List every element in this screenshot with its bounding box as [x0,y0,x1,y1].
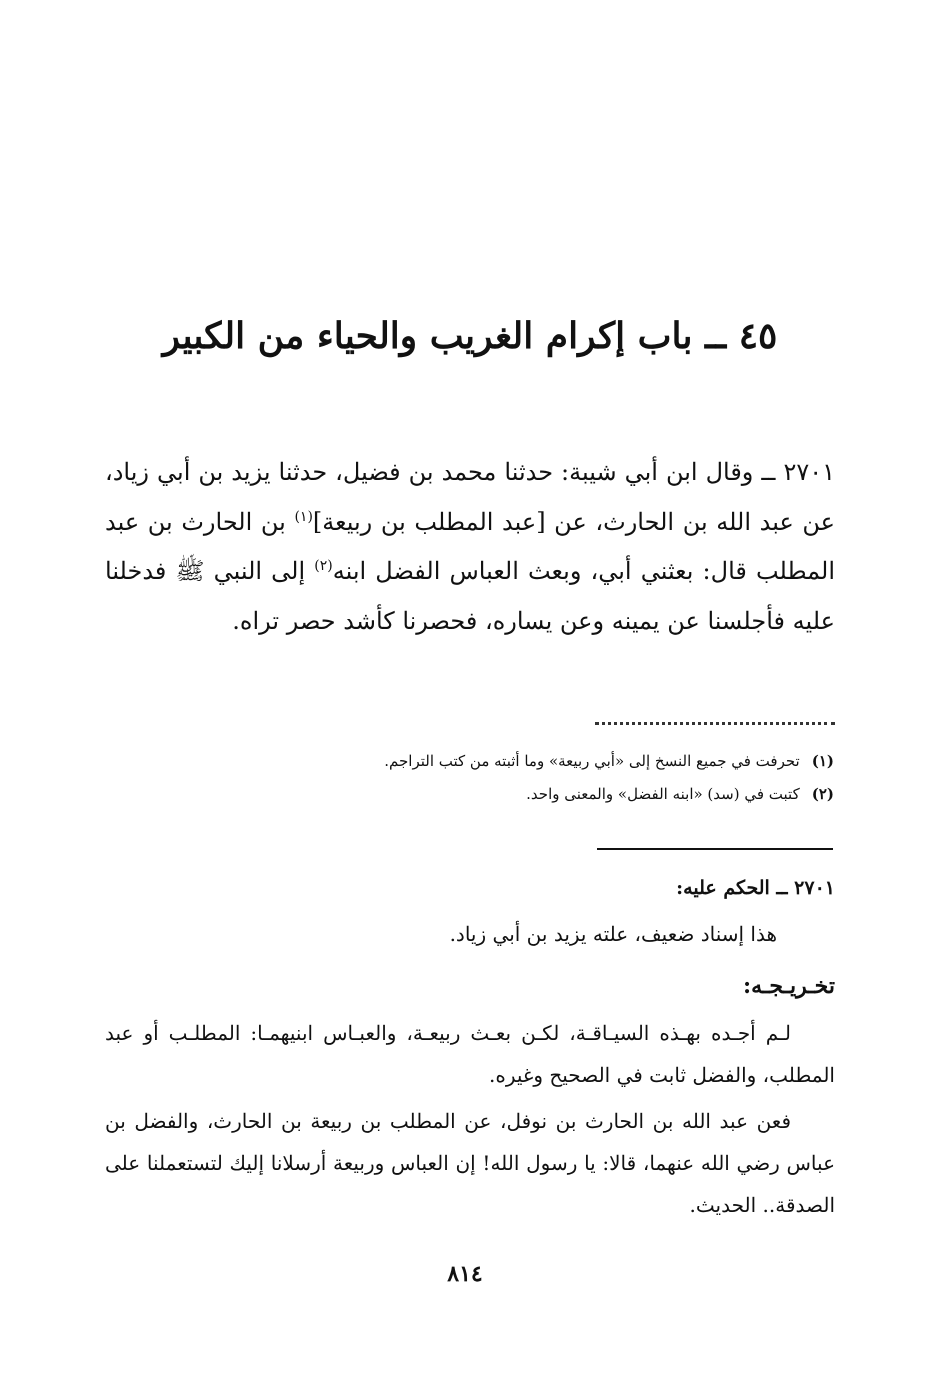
hadith-text-part-2: بن الحارث بن عبد المطلب قال: بعثني أبي، وبعث العباس الفضل ابنه [105,507,835,585]
takhrij-paragraph-2: فعن عبد الله بن الحارث بن نوفل، عن المطلب بن ربيعة بن الحارث، والفضل بن عباس رضي الله عنهما، قالا: يا رسول الله! إن العباس وربيعة أرسلانا إليك لتستعملنا على الصدقة.. الحديث. [105,1109,835,1217]
footnote-ref-2: (٢) [314,558,333,574]
footnote-2 [200,778,834,811]
footnote-text: تحرفت في جميع النسخ إلى «أبي ربيعة» وما أثبته من كتب التراجم. [384,752,800,770]
page-number: ٨١٤ [447,1261,483,1287]
footnote-ref-1: (١) [294,508,313,525]
section-separator-line [597,848,833,850]
takhrij-heading: تخـريـجـه: [742,973,835,999]
footnote-number: (١) [811,752,834,770]
ruling-text: هذا إسناد ضعيف، علته يزيد بن أبي زياد. [449,922,777,946]
footnotes [200,745,834,811]
footnote-divider-dots [595,712,835,725]
hadith-text-part-3: إلى النبي ﷺ فدخلنا عليه فأجلسنا عن يمينه وعن يساره، فحصرنا كأشد حصر تراه. [105,557,835,635]
hadith-text-part-1: ٢٧٠١ ــ وقال ابن أبي شيبة: حدثنا محمد بن فضيل، حدثنا يزيد بن أبي زياد، عن عبد الله بن الحارث، عن [عبد المطلب بن ربيعة] [105,458,835,536]
footnote-number: (٢) [811,785,834,803]
takhrij-paragraph-1: لـم أجـده بهـذه السيـاقـة، لكـن بعـث ربيعـة، والعبـاس ابنيهمـا: المطلـب أو عبد المطلب، والفضل ثابت في الصحيح وغيره. [105,1021,835,1087]
takhrij-body [105,1012,835,1226]
footnote-1 [200,745,834,778]
hadith-text [105,448,835,646]
chapter-title: ٤٥ ــ باب إكرام الغريب والحياء من الكبير [162,315,778,357]
ruling-heading: ٢٧٠١ ــ الحكم عليه: [676,877,835,899]
footnote-text: كتبت في (سد) «ابنه الفضل» والمعنى واحد. [526,785,800,803]
